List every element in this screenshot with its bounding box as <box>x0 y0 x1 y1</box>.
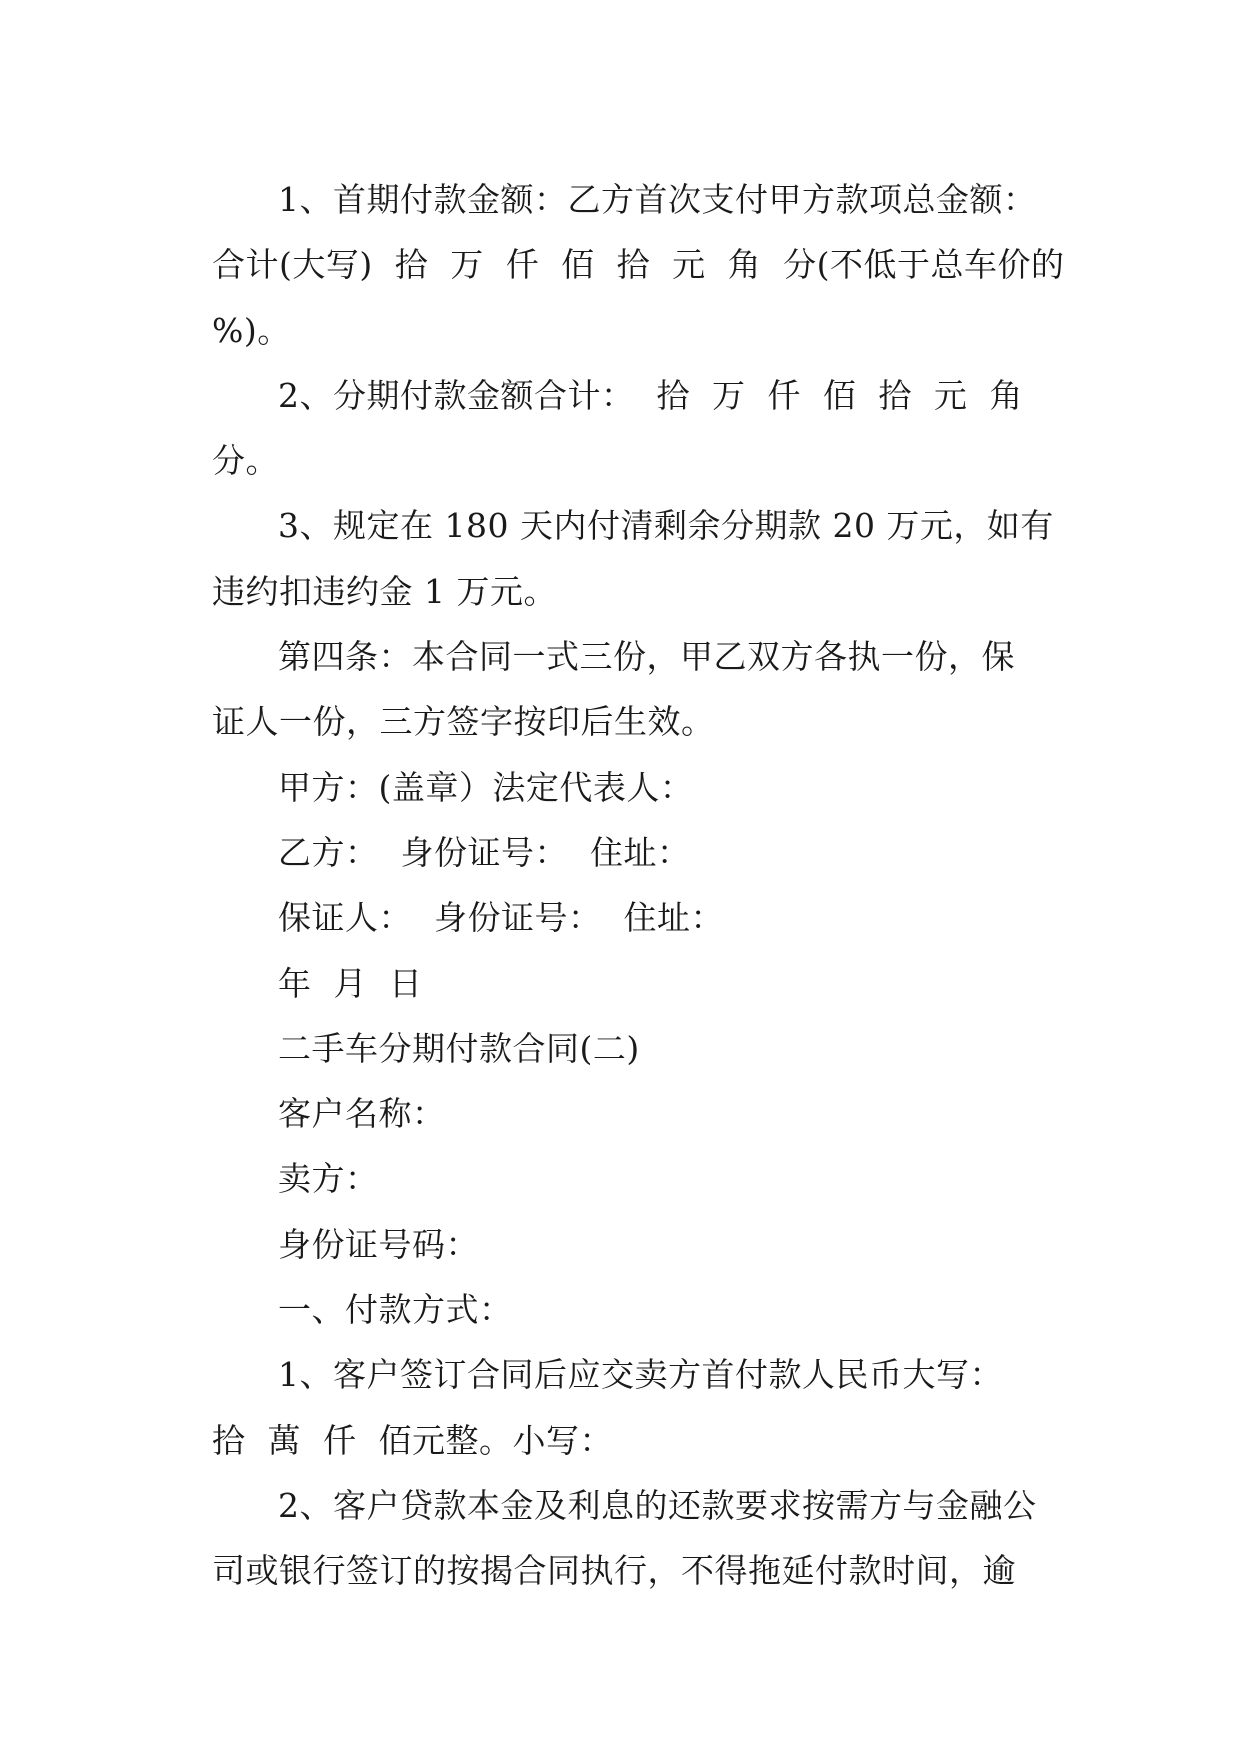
paragraph-line: 第四条：本合同一式三份，甲乙双方各执一份，保 <box>278 637 1015 677</box>
paragraph-line: 证人一份，三方签字按印后生效。 <box>212 702 715 742</box>
signature-line-party-b: 乙方： 身份证号： 住址： <box>278 832 691 872</box>
field-customer-name: 客户名称： <box>278 1094 446 1134</box>
paragraph-line: 分。 <box>212 441 279 481</box>
paragraph-line: 1、客户签订合同后应交卖方首付款人民币大写： <box>278 1355 1003 1395</box>
date-line: 年 月 日 <box>278 963 423 1003</box>
paragraph-line: %)。 <box>212 310 291 350</box>
document-body <box>212 167 1065 1604</box>
field-id-number: 身份证号码： <box>278 1224 479 1264</box>
signature-line-party-a: 甲方：(盖章）法定代表人： <box>278 767 694 807</box>
paragraph-line: 司或银行签订的按揭合同执行，不得拖延付款时间，逾 <box>212 1551 1016 1591</box>
paragraph-line: 2、分期付款金额合计： 拾 万 仟 佰 拾 元 角 <box>278 375 1023 415</box>
section-title: 二手车分期付款合同(二) <box>278 1028 640 1068</box>
signature-line-guarantor: 保证人： 身份证号： 住址： <box>278 898 724 938</box>
paragraph-line: 合计(大写) 拾 万 仟 佰 拾 元 角 分(不低于总车价的 <box>212 245 1065 285</box>
paragraph-line: 2、客户贷款本金及利息的还款要求按需方与金融公 <box>278 1485 1037 1525</box>
paragraph-line: 违约扣违约金 1 万元。 <box>212 571 557 611</box>
section-heading-payment: 一、付款方式： <box>278 1290 513 1330</box>
field-seller: 卖方： <box>278 1159 379 1199</box>
paragraph-line: 3、规定在 180 天内付清剩余分期款 20 万元，如有 <box>278 506 1054 546</box>
paragraph-line: 拾 萬 仟 佰元整。小写： <box>212 1420 613 1460</box>
paragraph-line: 1、首期付款金额：乙方首次支付甲方款项总金额： <box>278 180 1037 219</box>
